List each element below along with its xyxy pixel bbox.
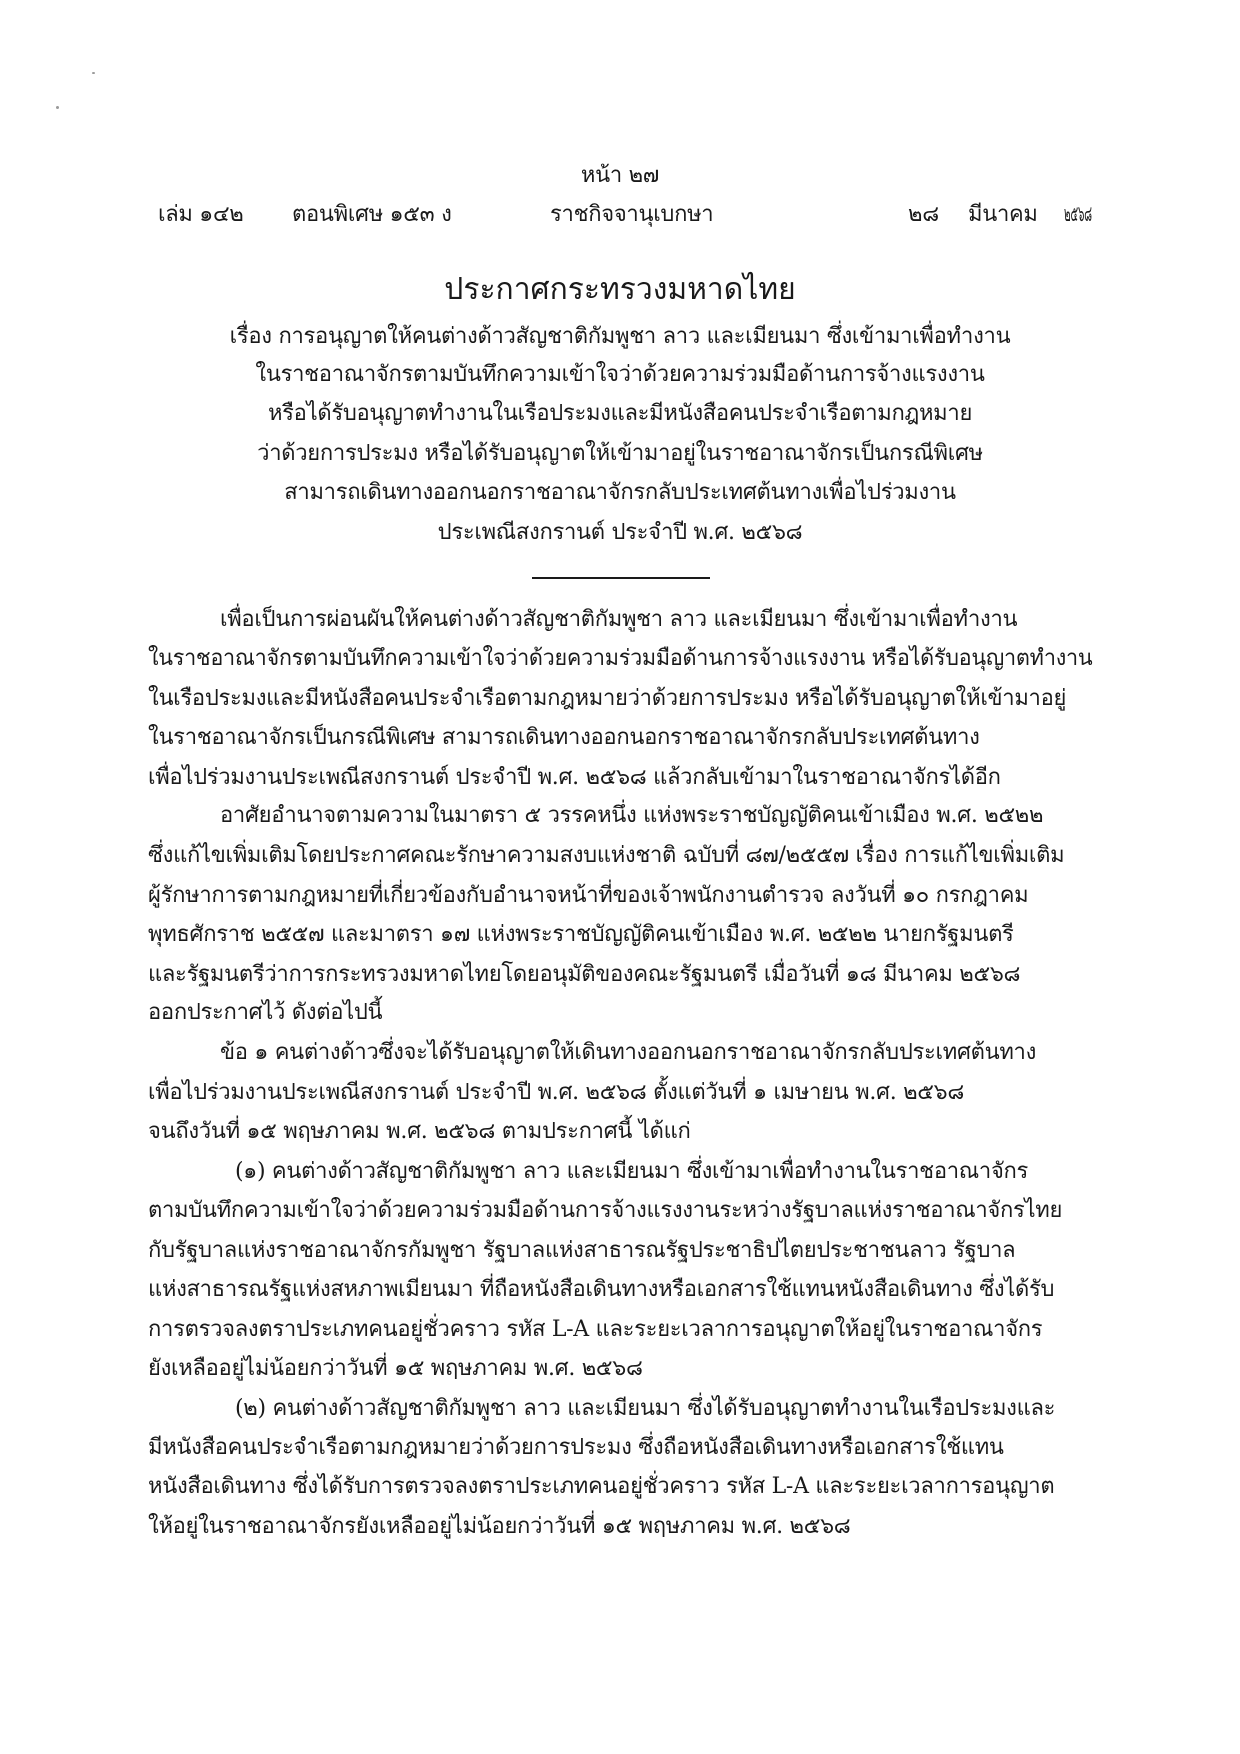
scan-speck	[92, 72, 95, 74]
item-line: แห่งสาธารณรัฐแห่งสหภาพเมียนมา ที่ถือหนังสือเดินทางหรือเอกสารใช้แทนหนังสือเดินทาง ซึ่งได้รับ	[148, 1277, 1055, 1302]
paragraph-line: เพื่อไปร่วมงานประเพณีสงกรานต์ ประจำปี พ.ศ. ๒๕๖๘ แล้วกลับเข้ามาในราชอาณาจักรได้อีก	[148, 765, 1001, 790]
section-label: ตอนพิเศษ ๑๕๓ ง	[292, 202, 452, 227]
item-line: ยังเหลืออยู่ไม่น้อยกว่าวันที่ ๑๕ พฤษภาคม พ.ศ. ๒๕๖๘	[148, 1356, 643, 1381]
paragraph-line: และรัฐมนตรีว่าการกระทรวงมหาดไทยโดยอนุมัติของคณะรัฐมนตรี เมื่อวันที่ ๑๘ มีนาคม ๒๕๖๘	[148, 962, 1021, 987]
subject-line: ว่าด้วยการประมง หรือได้รับอนุญาตให้เข้ามาอยู่ในราชอาณาจักรเป็นกรณีพิเศษ	[257, 441, 983, 466]
item-line: (๒) คนต่างด้าวสัญชาติกัมพูชา ลาว และเมียนมา ซึ่งได้รับอนุญาตทำงานในเรือประมงและ	[235, 1396, 1056, 1421]
date-year: ๒๕๖๘	[1064, 202, 1092, 227]
item-line: มีหนังสือคนประจำเรือตามกฎหมายว่าด้วยการประมง ซึ่งถือหนังสือเดินทางหรือเอกสารใช้แทน	[148, 1435, 1004, 1460]
clause-line: เพื่อไปร่วมงานประเพณีสงกรานต์ ประจำปี พ.ศ. ๒๕๖๘ ตั้งแต่วันที่ ๑ เมษายน พ.ศ. ๒๕๖๘	[148, 1080, 964, 1105]
clause-line: ข้อ ๑ คนต่างด้าวซึ่งจะได้รับอนุญาตให้เดินทางออกนอกราชอาณาจักรกลับประเทศต้นทาง	[220, 1040, 1037, 1065]
paragraph-line: ในเรือประมงและมีหนังสือคนประจำเรือตามกฎหมายว่าด้วยการประมง หรือได้รับอนุญาตให้เข้ามาอยู่	[148, 686, 1067, 711]
item-line: กับรัฐบาลแห่งราชอาณาจักรกัมพูชา รัฐบาลแห่งสาธารณรัฐประชาธิปไตยประชาชนลาว รัฐบาล	[148, 1238, 1016, 1263]
paragraph-line: ในราชอาณาจักรเป็นกรณีพิเศษ สามารถเดินทางออกนอกราชอาณาจักรกลับประเทศต้นทาง	[148, 725, 980, 750]
item-line: หนังสือเดินทาง ซึ่งได้รับการตรวจลงตราประเภทคนอยู่ชั่วคราว รหัส L-A และระยะเวลาการอนุญาต	[148, 1474, 1055, 1499]
date-day: ๒๘	[908, 202, 939, 227]
subject-line: เรื่อง การอนุญาตให้คนต่างด้าวสัญชาติกัมพูชา ลาว และเมียนมา ซึ่งเข้ามาเพื่อทำงาน	[229, 324, 1011, 349]
announcement-title: ประกาศกระทรวงมหาดไทย	[444, 272, 796, 307]
item-line: การตรวจลงตราประเภทคนอยู่ชั่วคราว รหัส L-A และระยะเวลาการอนุญาตให้อยู่ในราชอาณาจักร	[148, 1317, 1043, 1342]
subject-line: ประเพณีสงกรานต์ ประจำปี พ.ศ. ๒๕๖๘	[437, 520, 803, 545]
paragraph-line: ออกประกาศไว้ ดังต่อไปนี้	[148, 1000, 383, 1025]
paragraph-line: ในราชอาณาจักรตามบันทึกความเข้าใจว่าด้วยความร่วมมือด้านการจ้างแรงงาน หรือได้รับอนุญาตทำงาน	[148, 646, 1093, 671]
paragraph-line: พุทธศักราช ๒๕๕๗ และมาตรา ๑๗ แห่งพระราชบัญญัติคนเข้าเมือง พ.ศ. ๒๕๒๒ นายกรัฐมนตรี	[148, 922, 1014, 947]
clause-line: จนถึงวันที่ ๑๕ พฤษภาคม พ.ศ. ๒๕๖๘ ตามประกาศนี้ ได้แก่	[148, 1119, 691, 1144]
item-line: ให้อยู่ในราชอาณาจักรยังเหลืออยู่ไม่น้อยกว่าวันที่ ๑๕ พฤษภาคม พ.ศ. ๒๕๖๘	[148, 1514, 851, 1539]
page-number: หน้า ๒๗	[580, 163, 660, 188]
scan-speck	[56, 106, 59, 109]
volume-label: เล่ม ๑๔๒	[158, 202, 244, 227]
publication-name: ราชกิจจานุเบกษา	[550, 202, 714, 227]
paragraph-line: ซึ่งแก้ไขเพิ่มเติมโดยประกาศคณะรักษาความสงบแห่งชาติ ฉบับที่ ๘๗/๒๕๕๗ เรื่อง การแก้ไขเพิ่มเติม	[148, 843, 1065, 868]
subject-line: ในราชอาณาจักรตามบันทึกความเข้าใจว่าด้วยความร่วมมือด้านการจ้างแรงงาน	[255, 362, 985, 387]
item-line: ตามบันทึกความเข้าใจว่าด้วยความร่วมมือด้านการจ้างแรงงานระหว่างรัฐบาลแห่งราชอาณาจักรไทย	[148, 1198, 1063, 1223]
paragraph-line: อาศัยอำนาจตามความในมาตรา ๕ วรรคหนึ่ง แห่งพระราชบัญญัติคนเข้าเมือง พ.ศ. ๒๕๒๒	[220, 803, 1044, 828]
subject-line: หรือได้รับอนุญาตทำงานในเรือประมงและมีหนังสือคนประจำเรือตามกฎหมาย	[267, 401, 973, 426]
item-line: (๑) คนต่างด้าวสัญชาติกัมพูชา ลาว และเมียนมา ซึ่งเข้ามาเพื่อทำงานในราชอาณาจักร	[235, 1159, 1029, 1184]
date-month: มีนาคม	[968, 202, 1038, 227]
paragraph-line: ผู้รักษาการตามกฎหมายที่เกี่ยวข้องกับอำนาจหน้าที่ของเจ้าพนักงานตำรวจ ลงวันที่ ๑๐ กรกฎาคม	[148, 883, 1029, 908]
subject-line: สามารถเดินทางออกนอกราชอาณาจักรกลับประเทศต้นทางเพื่อไปร่วมงาน	[284, 480, 956, 505]
title-divider	[532, 577, 710, 579]
paragraph-line: เพื่อเป็นการผ่อนผันให้คนต่างด้าวสัญชาติกัมพูชา ลาว และเมียนมา ซึ่งเข้ามาเพื่อทำงาน	[220, 607, 1018, 632]
